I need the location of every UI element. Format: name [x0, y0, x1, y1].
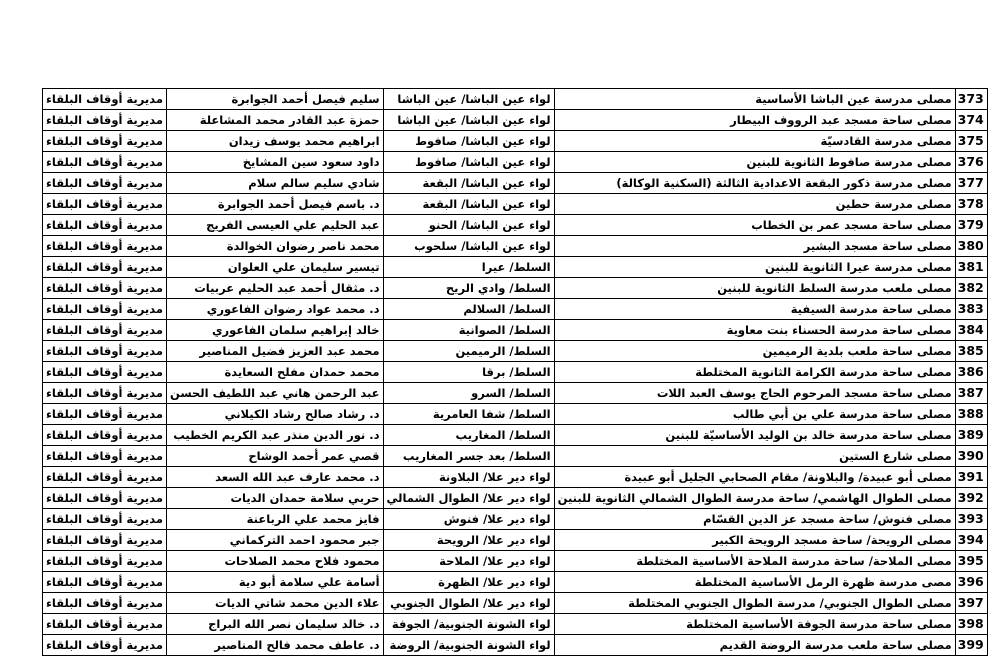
- person-name-cell: عبد الحليم علي العيسى الفريج: [166, 215, 383, 236]
- person-name-cell: حمزة عبد القادر محمد المشاعلة: [166, 110, 383, 131]
- prayer-location-cell: مصلى مدرسة عيرا الثانوية للبنين: [554, 257, 955, 278]
- region-cell: السلط/ بعد جسر المغاريب: [383, 446, 554, 467]
- row-number-cell: 390: [955, 446, 987, 467]
- directorate-cell: مديرية أوقاف البلقاء: [43, 614, 167, 635]
- region-cell: لواء دير علا/ البلاونة: [383, 467, 554, 488]
- prayer-location-cell: مصى مدرسة ظهرة الرمل الأساسية المختلطة: [554, 572, 955, 593]
- person-name-cell: داود سعود سين المشايخ: [166, 152, 383, 173]
- row-number-cell: 389: [955, 425, 987, 446]
- region-cell: لواء دير علا/ الطوال الجنوبي: [383, 593, 554, 614]
- region-cell: لواء الشونة الجنوبية/ الجوفة: [383, 614, 554, 635]
- table-row: [43, 509, 988, 530]
- region-cell: السلط/ الصوانية: [383, 320, 554, 341]
- directorate-cell: مديرية أوقاف البلقاء: [43, 110, 167, 131]
- row-number-cell: 381: [955, 257, 987, 278]
- row-number-cell: 374: [955, 110, 987, 131]
- directorate-cell: مديرية أوقاف البلقاء: [43, 89, 167, 110]
- directorate-cell: مديرية أوقاف البلقاء: [43, 194, 167, 215]
- region-cell: السلط/ عيرا: [383, 257, 554, 278]
- table-row: [43, 467, 988, 488]
- table-row: [43, 341, 988, 362]
- table-row: [43, 572, 988, 593]
- directorate-cell: مديرية أوقاف البلقاء: [43, 446, 167, 467]
- directorate-cell: مديرية أوقاف البلقاء: [43, 572, 167, 593]
- row-number-cell: 395: [955, 551, 987, 572]
- person-name-cell: د. رشاد صالح رشاد الكيلاني: [166, 404, 383, 425]
- person-name-cell: د. محمد عارف عبد الله السعد: [166, 467, 383, 488]
- table-row: [43, 488, 988, 509]
- table-row: [43, 152, 988, 173]
- directorate-cell: مديرية أوقاف البلقاء: [43, 215, 167, 236]
- region-cell: لواء عين الباشا/ عين الباشا: [383, 110, 554, 131]
- row-number-cell: 376: [955, 152, 987, 173]
- region-cell: السلط/ السلالم: [383, 299, 554, 320]
- person-name-cell: د. مثقال أحمد عبد الحليم عربيات: [166, 278, 383, 299]
- directorate-cell: مديرية أوقاف البلقاء: [43, 530, 167, 551]
- region-cell: لواء الشونة الجنوبية/ الروضة: [383, 635, 554, 656]
- prayer-location-cell: مصلى أبو عبيدة/ والبلاونة/ مقام الصحابي الجليل أبو عبيدة: [554, 467, 955, 488]
- prayer-location-cell: مصلى الرويحة/ ساحة مسجد الرويحة الكبير: [554, 530, 955, 551]
- region-cell: لواء عين الباشا/ صافوط: [383, 131, 554, 152]
- prayer-location-cell: مصلى ساحة مسجد عبد الرووف البيطار: [554, 110, 955, 131]
- region-cell: السلط/ الرميمين: [383, 341, 554, 362]
- prayer-location-cell: مصلى الملاحة/ ساحة مدرسة الملاحة الأساسية المختلطة: [554, 551, 955, 572]
- directorate-cell: مديرية أوقاف البلقاء: [43, 488, 167, 509]
- directorate-cell: مديرية أوقاف البلقاء: [43, 551, 167, 572]
- directorate-cell: مديرية أوقاف البلقاء: [43, 236, 167, 257]
- table-row: [43, 299, 988, 320]
- prayer-location-cell: مصلى ساحة مدرسة الجوفة الأساسية المختلطة: [554, 614, 955, 635]
- row-number-cell: 396: [955, 572, 987, 593]
- directorate-cell: مديرية أوقاف البلقاء: [43, 320, 167, 341]
- directorate-cell: مديرية أوقاف البلقاء: [43, 383, 167, 404]
- prayer-location-cell: مصلى مدرسة صافوط الثانوية للبنين: [554, 152, 955, 173]
- row-number-cell: 387: [955, 383, 987, 404]
- directorate-cell: مديرية أوقاف البلقاء: [43, 173, 167, 194]
- person-name-cell: ابراهيم محمد يوسف زيدان: [166, 131, 383, 152]
- prayer-location-cell: مصلى ساحة مسجد المرحوم الحاج يوسف العبد اللات: [554, 383, 955, 404]
- table-row: [43, 446, 988, 467]
- table-row: [43, 362, 988, 383]
- directorate-cell: مديرية أوقاف البلقاء: [43, 362, 167, 383]
- prayer-location-cell: مصلى ساحة مسجد عمر بن الخطاب: [554, 215, 955, 236]
- row-number-cell: 394: [955, 530, 987, 551]
- prayer-location-cell: مصلى الطوال الهاشمي/ ساحة مدرسة الطوال الشمالي الثانوية للبنين: [554, 488, 955, 509]
- table-row: [43, 173, 988, 194]
- directorate-cell: مديرية أوقاف البلقاء: [43, 131, 167, 152]
- table-row: [43, 635, 988, 656]
- row-number-cell: 382: [955, 278, 987, 299]
- directorate-cell: مديرية أوقاف البلقاء: [43, 299, 167, 320]
- person-name-cell: فايز محمد علي الرباعنة: [166, 509, 383, 530]
- directorate-cell: مديرية أوقاف البلقاء: [43, 152, 167, 173]
- prayer-location-cell: مصلى مدرسة حطين: [554, 194, 955, 215]
- table-row: [43, 404, 988, 425]
- row-number-cell: 379: [955, 215, 987, 236]
- person-name-cell: سليم فيصل أحمد الجوابرة: [166, 89, 383, 110]
- person-name-cell: د. باسم فيصل أحمد الجوابرة: [166, 194, 383, 215]
- row-number-cell: 386: [955, 362, 987, 383]
- person-name-cell: قصي عمر أحمد الوشاح: [166, 446, 383, 467]
- prayer-location-cell: مصلى ساحة مسجد البشير: [554, 236, 955, 257]
- directorate-cell: مديرية أوقاف البلقاء: [43, 278, 167, 299]
- row-number-cell: 383: [955, 299, 987, 320]
- region-cell: لواء دير علا/ فنوش: [383, 509, 554, 530]
- region-cell: السلط/ برقا: [383, 362, 554, 383]
- directorate-cell: مديرية أوقاف البلقاء: [43, 509, 167, 530]
- table-row: [43, 131, 988, 152]
- region-cell: لواء دير علا/ الطوال الشمالي: [383, 488, 554, 509]
- directorate-cell: مديرية أوقاف البلقاء: [43, 635, 167, 656]
- person-name-cell: تيسير سليمان علي العلوان: [166, 257, 383, 278]
- region-cell: لواء دير علا/ الملاحة: [383, 551, 554, 572]
- person-name-cell: محمد حمدان مفلح السعايدة: [166, 362, 383, 383]
- table-row: [43, 593, 988, 614]
- table-row: [43, 530, 988, 551]
- row-number-cell: 399: [955, 635, 987, 656]
- row-number-cell: 378: [955, 194, 987, 215]
- table-row: [43, 110, 988, 131]
- person-name-cell: أسامة علي سلامة أبو دية: [166, 572, 383, 593]
- row-number-cell: 375: [955, 131, 987, 152]
- table-row: [43, 194, 988, 215]
- person-name-cell: د. نور الدين منذر عبد الكريم الخطيب: [166, 425, 383, 446]
- person-name-cell: خالد إبراهيم سلمان الفاعوري: [166, 320, 383, 341]
- directorate-cell: مديرية أوقاف البلقاء: [43, 593, 167, 614]
- person-name-cell: د. محمد عواد رضوان الفاعوري: [166, 299, 383, 320]
- person-name-cell: محمود فلاح محمد الصلاحات: [166, 551, 383, 572]
- row-number-cell: 373: [955, 89, 987, 110]
- prayer-location-cell: مصلى ساحة مدرسة علي بن أبي طالب: [554, 404, 955, 425]
- region-cell: السلط/ وادي الريح: [383, 278, 554, 299]
- region-cell: لواء عين الباشا/ البقعة: [383, 194, 554, 215]
- row-number-cell: 385: [955, 341, 987, 362]
- prayer-location-cell: مصلى ساحة ملعب مدرسة الروضة القديم: [554, 635, 955, 656]
- region-cell: لواء عين الباشا/ سلحوب: [383, 236, 554, 257]
- row-number-cell: 393: [955, 509, 987, 530]
- prayer-location-cell: مصلى مدرسة ذكور البقعة الاعدادية الثالثة (السكنية الوكالة): [554, 173, 955, 194]
- table-row: [43, 614, 988, 635]
- table-row: [43, 215, 988, 236]
- person-name-cell: جبر محمود احمد التركماني: [166, 530, 383, 551]
- prayer-location-cell: مصلى ساحة مدرسة الكرامة الثانوية المختلطة: [554, 362, 955, 383]
- row-number-cell: 397: [955, 593, 987, 614]
- region-cell: لواء عين الباشا/ الحنو: [383, 215, 554, 236]
- person-name-cell: حربي سلامة حمدان الديات: [166, 488, 383, 509]
- table-row: [43, 383, 988, 404]
- directorate-cell: مديرية أوقاف البلقاء: [43, 425, 167, 446]
- prayer-location-cell: مصلى ساحة ملعب بلدية الرميمين: [554, 341, 955, 362]
- directorate-cell: مديرية أوقاف البلقاء: [43, 404, 167, 425]
- prayer-locations-table: [42, 88, 988, 656]
- table-row: [43, 89, 988, 110]
- table-row: [43, 551, 988, 572]
- person-name-cell: علاء الدين محمد شاتي الديات: [166, 593, 383, 614]
- prayer-location-cell: مصلى ملعب مدرسة السلط الثانوية للبنين: [554, 278, 955, 299]
- row-number-cell: 388: [955, 404, 987, 425]
- region-cell: لواء عين الباشا/ البقعة: [383, 173, 554, 194]
- prayer-location-cell: مصلى ساحة مدرسة خالد بن الوليد الأساسيّة للبنين: [554, 425, 955, 446]
- person-name-cell: شادي سليم سالم سلام: [166, 173, 383, 194]
- region-cell: السلط/ السرو: [383, 383, 554, 404]
- table-row: [43, 236, 988, 257]
- prayer-location-cell: مصلى ساحة مدرسة السيفية: [554, 299, 955, 320]
- prayer-location-cell: مصلى ساحة مدرسة الحسناء بنت معاوية: [554, 320, 955, 341]
- table-body: [43, 89, 988, 656]
- person-name-cell: محمد عبد العزيز فضيل المناصير: [166, 341, 383, 362]
- table-row: [43, 425, 988, 446]
- region-cell: لواء دير علا/ الرويحة: [383, 530, 554, 551]
- prayer-location-cell: مصلى مدرسة عين الباشا الأساسية: [554, 89, 955, 110]
- row-number-cell: 380: [955, 236, 987, 257]
- person-name-cell: محمد ناصر رضوان الخوالدة: [166, 236, 383, 257]
- region-cell: لواء عين الباشا/ صافوط: [383, 152, 554, 173]
- person-name-cell: عبد الرحمن هاني عبد اللطيف الحسن: [166, 383, 383, 404]
- person-name-cell: د. خالد سليمان نصر الله البراج: [166, 614, 383, 635]
- region-cell: السلط/ شفا العامرية: [383, 404, 554, 425]
- prayer-location-cell: مصلى مدرسة القادسيّة: [554, 131, 955, 152]
- row-number-cell: 384: [955, 320, 987, 341]
- prayer-location-cell: مصلى شارع الستين: [554, 446, 955, 467]
- row-number-cell: 398: [955, 614, 987, 635]
- directorate-cell: مديرية أوقاف البلقاء: [43, 467, 167, 488]
- region-cell: لواء دير علا/ الظهرة: [383, 572, 554, 593]
- table-row: [43, 320, 988, 341]
- prayer-location-cell: مصلى فنوش/ ساحة مسجد عز الدين القسّام: [554, 509, 955, 530]
- prayer-location-cell: مصلى الطوال الجنوبي/ مدرسة الطوال الجنوبي المختلطة: [554, 593, 955, 614]
- table-row: [43, 257, 988, 278]
- row-number-cell: 392: [955, 488, 987, 509]
- region-cell: لواء عين الباشا/ عين الباشا: [383, 89, 554, 110]
- region-cell: السلط/ المغاريب: [383, 425, 554, 446]
- person-name-cell: د. عاطف محمد فالح المناصير: [166, 635, 383, 656]
- row-number-cell: 377: [955, 173, 987, 194]
- row-number-cell: 391: [955, 467, 987, 488]
- directorate-cell: مديرية أوقاف البلقاء: [43, 341, 167, 362]
- directorate-cell: مديرية أوقاف البلقاء: [43, 257, 167, 278]
- table-row: [43, 278, 988, 299]
